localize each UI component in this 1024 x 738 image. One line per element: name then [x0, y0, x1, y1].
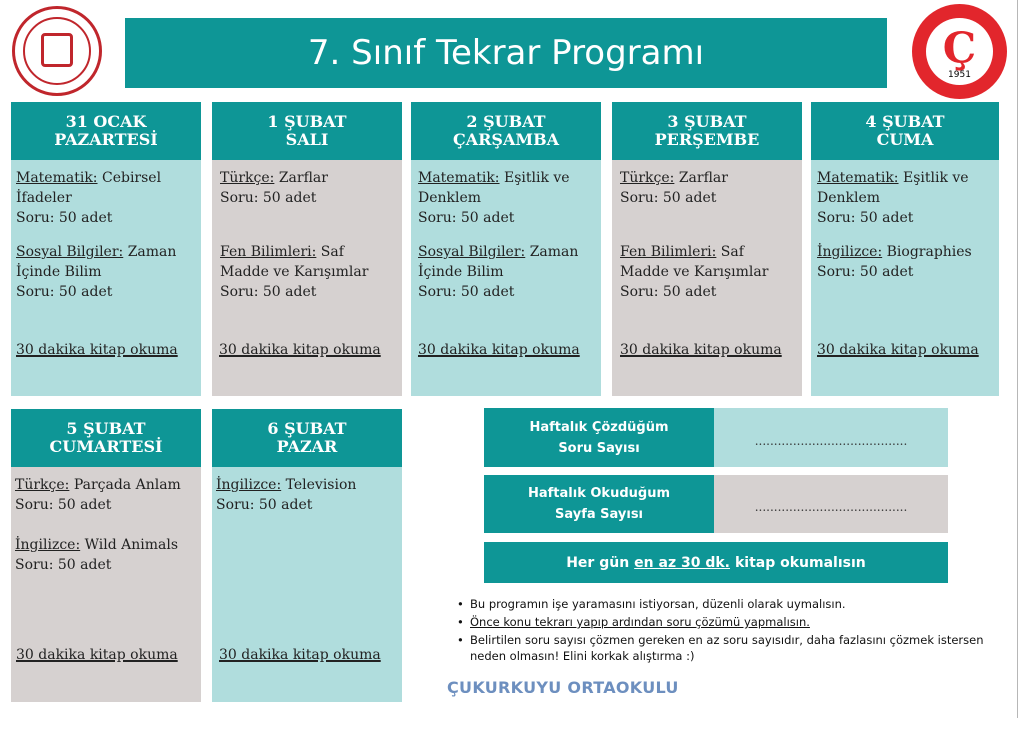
question-count: Soru: 50 adet — [15, 497, 112, 513]
reading-task: 30 dakika kitap okuma — [418, 342, 580, 358]
topic-label: Saf Madde ve Karışımlar — [620, 244, 769, 280]
day-card-sunday — [212, 409, 402, 702]
reading-task: 30 dakika kitap okuma — [219, 342, 381, 358]
topic-label: Zaman İçinde Bilim — [16, 244, 177, 280]
subject-label: Fen Bilimleri: — [220, 244, 317, 260]
study-entry — [220, 168, 397, 208]
topic-label: Parçada Anlam — [69, 477, 181, 493]
study-entry — [15, 475, 196, 515]
day-header: 4 ŞUBAT CUMA — [811, 102, 999, 160]
topic-label: Biographies — [882, 244, 972, 260]
question-count: Soru: 50 adet — [620, 284, 717, 300]
question-count: Soru: 50 adet — [216, 497, 313, 513]
question-count: Soru: 50 adet — [817, 210, 914, 226]
topic-label: Saf Madde ve Karışımlar — [220, 244, 369, 280]
notes-list — [455, 596, 990, 666]
question-count: Soru: 50 adet — [16, 284, 113, 300]
school-name: ÇUKURKUYU ORTAOKULU — [447, 678, 679, 697]
subject-label: Türkçe: — [15, 477, 70, 493]
question-count: Soru: 50 adet — [16, 210, 113, 226]
reading-task: 30 dakika kitap okuma — [16, 342, 178, 358]
ministry-logo-emblem — [41, 33, 73, 67]
weekly-pages-label: Haftalık Okuduğum Sayfa Sayısı — [484, 475, 714, 533]
school-logo-year: 1951 — [948, 70, 971, 80]
note-item: • Önce konu tekrarı yapıp ardından soru çözümü yapmalısın. — [470, 614, 990, 630]
ministry-logo — [12, 6, 102, 96]
reading-task: 30 dakika kitap okuma — [620, 342, 782, 358]
day-header: 2 ŞUBAT ÇARŞAMBA — [411, 102, 601, 160]
day-header: 6 ŞUBAT PAZAR — [212, 409, 402, 467]
school-logo-mark: Ç — [942, 23, 977, 72]
reading-task: 30 dakika kitap okuma — [16, 647, 178, 663]
question-count: Soru: 50 adet — [418, 284, 515, 300]
question-count: Soru: 50 adet — [418, 210, 515, 226]
subject-label: Türkçe: — [620, 170, 675, 186]
weekly-pages-blank: ........................................ — [754, 500, 908, 514]
day-body — [811, 160, 999, 396]
topic-label: Zaman İçinde Bilim — [418, 244, 579, 280]
day-header: 5 ŞUBAT CUMARTESİ — [11, 409, 201, 467]
day-card-monday — [11, 102, 201, 396]
subject-label: Matematik: — [16, 170, 98, 186]
day-card-wednesday — [411, 102, 601, 396]
question-count: Soru: 50 adet — [620, 190, 717, 206]
question-count: Soru: 50 adet — [15, 557, 112, 573]
day-header: 3 ŞUBAT PERŞEMBE — [612, 102, 802, 160]
school-logo-inner — [926, 18, 993, 85]
topic-label: Television — [281, 477, 357, 493]
note-item: • Belirtilen soru sayısı çözmen gereken en az soru sayısıdır, daha fazlasını çözmek istersen neden olmasın! Elini korkak alıştırma :) — [470, 632, 990, 664]
school-logo — [912, 4, 1007, 99]
day-body — [11, 160, 201, 396]
subject-label: Sosyal Bilgiler: — [16, 244, 124, 260]
day-header: 1 ŞUBAT SALI — [212, 102, 402, 160]
topic-label: Zarflar — [674, 170, 728, 186]
subject-label: Türkçe: — [220, 170, 275, 186]
study-entry — [220, 242, 397, 302]
weekly-questions-blank: ........................................ — [754, 433, 908, 448]
subject-label: Matematik: — [418, 170, 500, 186]
study-entry — [418, 168, 596, 228]
study-entry — [418, 242, 596, 302]
weekly-questions-label: Haftalık Çözdüğüm Soru Sayısı — [484, 408, 714, 467]
subject-label: İngilizce: — [15, 537, 81, 553]
study-entry — [620, 168, 797, 208]
topic-label: Eşitlik ve Denklem — [817, 170, 969, 206]
daily-reading-goal — [484, 542, 948, 583]
day-body — [411, 160, 601, 396]
note-item: • Bu programın işe yaramasını istiyorsan, düzenli olarak uymalısın. — [470, 596, 990, 612]
topic-label: Zarflar — [274, 170, 328, 186]
subject-label: Fen Bilimleri: — [620, 244, 717, 260]
study-entry — [216, 475, 397, 515]
study-entry — [817, 242, 994, 282]
topic-label: Cebirsel İfadeler — [16, 170, 162, 206]
subject-label: Matematik: — [817, 170, 899, 186]
daily-goal-prefix: Her gün — [566, 554, 630, 571]
daily-goal-suffix: kitap okumalısın — [734, 554, 866, 571]
daily-goal-emphasis: en az 30 dk. — [634, 554, 730, 571]
day-body — [11, 467, 201, 702]
day-card-friday — [811, 102, 999, 396]
day-card-tuesday — [212, 102, 402, 396]
topic-label: Wild Animals — [80, 537, 179, 553]
study-entry — [620, 242, 797, 302]
subject-label: İngilizce: — [216, 477, 282, 493]
study-entry — [15, 535, 196, 575]
subject-label: Sosyal Bilgiler: — [418, 244, 526, 260]
day-body — [212, 467, 402, 702]
question-count: Soru: 50 adet — [220, 190, 317, 206]
day-header: 31 OCAK PAZARTESİ — [11, 102, 201, 160]
day-card-saturday — [11, 409, 201, 702]
day-body — [612, 160, 802, 396]
page-edge-divider — [1017, 0, 1018, 718]
study-entry — [817, 168, 994, 228]
question-count: Soru: 50 adet — [817, 264, 914, 280]
question-count: Soru: 50 adet — [220, 284, 317, 300]
day-card-thursday — [612, 102, 802, 396]
subject-label: İngilizce: — [817, 244, 883, 260]
page-title: 7. Sınıf Tekrar Programı — [125, 18, 887, 88]
weekly-questions-row — [484, 408, 948, 467]
topic-label: Eşitlik ve Denklem — [418, 170, 570, 206]
reading-task: 30 dakika kitap okuma — [219, 647, 381, 663]
study-entry — [16, 168, 196, 228]
reading-task: 30 dakika kitap okuma — [817, 342, 979, 358]
day-body — [212, 160, 402, 396]
study-entry — [16, 242, 196, 302]
weekly-pages-row — [484, 475, 948, 533]
